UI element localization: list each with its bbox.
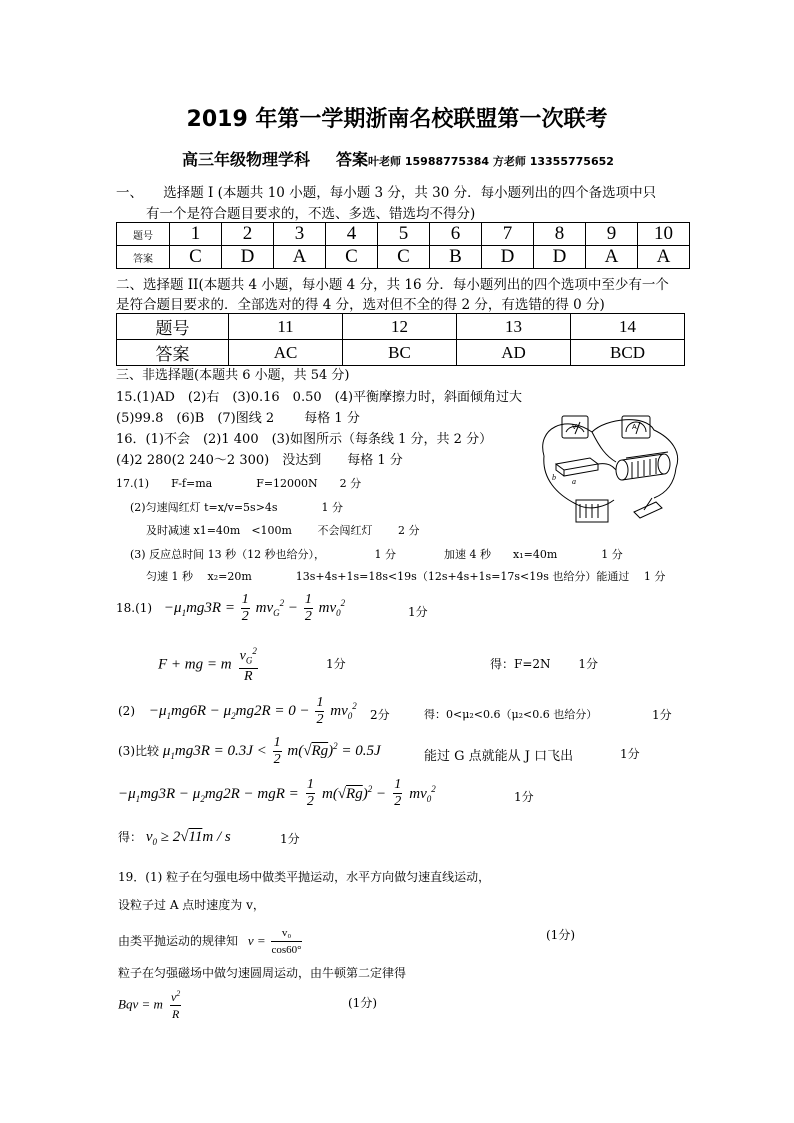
q17-line-4a: (3) 反应总时间 13 秒（12 秒也给分）， 1 分 bbox=[130, 548, 397, 561]
q17-line-2: (2)匀速闯红灯 t=x/v=5s>4s 1 分 bbox=[130, 501, 344, 514]
question-number: 11 bbox=[229, 314, 343, 340]
q18-score-2: 1分 bbox=[326, 657, 346, 671]
row-label-answer: 答案 bbox=[117, 340, 229, 366]
teacher-contacts: 叶老师 15988775384 方老师 13355775652 bbox=[368, 155, 614, 168]
q19-score-1: (1分) bbox=[546, 928, 575, 942]
q15-line-2: (5)99.8 (6)B (7)图线 2 每格 1 分 bbox=[116, 411, 360, 426]
q18-2-label: (2) bbox=[118, 704, 135, 718]
question-number: 1 bbox=[170, 223, 222, 246]
q17-line-1: 17.(1) F-f=ma F=12000N 2 分 bbox=[116, 477, 362, 490]
q19-line-3: 由类平抛运动的规律知 v = $\frac{\text{v₀}}{\cos 60^\circ}$ bbox=[118, 927, 302, 956]
section3-intro: 三、非选择题(本题共 6 小题，共 54 分) bbox=[116, 368, 350, 383]
q19-formula: Bqv = m $\frac{v^2}{R}$ bbox=[118, 986, 183, 1022]
q17-line-4b: 加速 4 秒 x₁=40m 1 分 bbox=[444, 548, 623, 561]
ammeter-label: A bbox=[632, 424, 637, 431]
q19-line-3-text: 由类平抛运动的规律知 bbox=[118, 934, 239, 948]
answer-cell: D bbox=[534, 246, 586, 269]
page-title: 2019 年第一学期浙南名校联盟第一次联考 bbox=[186, 107, 608, 132]
question-number: 4 bbox=[326, 223, 378, 246]
q16-line-2: (4)2 280(2 240～2 300) 没达到 每格 1 分 bbox=[116, 453, 403, 468]
subtitle bbox=[182, 147, 614, 170]
question-number: 14 bbox=[571, 314, 685, 340]
question-number: 13 bbox=[457, 314, 571, 340]
answer-cell: A bbox=[586, 246, 638, 269]
q15-line-1: 15.(1)AD (2)右 (3)0.16 0.50 (4)平衡摩擦力时，斜面倾角过大 bbox=[116, 390, 523, 405]
answer-cell: A bbox=[274, 246, 326, 269]
q18-part1: $18.(1) -\mu_1mg3R$ = $\frac{1}{2}$ $mv_G^2$ − $\frac{1}{2}$ $mv_0^2$ bbox=[116, 592, 346, 624]
answer-label: 答案 bbox=[336, 150, 369, 169]
section2-intro-2: 是符合题目要求的．全部选对的得 4 分，选对但不全的得 2 分，有选错的得 0 分) bbox=[116, 297, 605, 313]
q18-part3-result: 得： $v_0 \ge 2√11m / s$ bbox=[118, 829, 231, 847]
answer-cell: C bbox=[378, 246, 430, 269]
answer-cell: B bbox=[430, 246, 482, 269]
question-number: 12 bbox=[343, 314, 457, 340]
q17-line-5: 匀速 1 秒 x₂=20m 13s+4s+1s=18s<19s（12s+4s+1s=17s<19s 也给分）能通过 1 分 bbox=[146, 570, 666, 583]
section1-intro-2: 有一个是符合题目要求的，不选、多选、错选均不得分) bbox=[146, 206, 476, 222]
q18-3-text: 能过 G 点就能从 J 口飞出 bbox=[424, 749, 574, 764]
section2-answer-table bbox=[116, 313, 685, 366]
table-row bbox=[117, 340, 685, 366]
answer-cell: D bbox=[482, 246, 534, 269]
section2-intro-1: 二、选择题 II(本题共 4 小题，每小题 4 分，共 16 分．每小题列出的四个选项中至少有一个 bbox=[116, 277, 669, 293]
row-label-question: 题号 bbox=[117, 223, 170, 246]
answer-cell: C bbox=[170, 246, 222, 269]
q17-line-3: 及时减速 x1=40m <100m 不会闯红灯 2 分 bbox=[146, 524, 420, 537]
question-number: 6 bbox=[430, 223, 482, 246]
q18-4-score: 1分 bbox=[514, 790, 534, 804]
section1-answer-table bbox=[116, 222, 690, 269]
point-b-label: b bbox=[552, 473, 556, 482]
section1-intro-1: 一、 选择题 I (本题共 10 小题，每小题 3 分，共 30 分．每小题列出的四个备选项中只 bbox=[116, 185, 657, 201]
q18-result-2: 得：F=2N 1分 bbox=[490, 657, 598, 671]
q18-2-result: 得：0<μ₂<0.6（μ₂<0.6 也给分） bbox=[424, 708, 598, 721]
q19-line-2: 设粒子过 A 点时速度为 v， bbox=[118, 898, 265, 912]
answer-cell: BCD bbox=[571, 340, 685, 366]
q18-5-label: 得： bbox=[118, 830, 143, 844]
q18-3-score: 1分 bbox=[620, 747, 640, 761]
voltmeter-label: V bbox=[572, 424, 577, 431]
question-number: 5 bbox=[378, 223, 430, 246]
q18-5-score: 1分 bbox=[280, 832, 300, 846]
question-number: 2 bbox=[222, 223, 274, 246]
table-row bbox=[117, 246, 690, 269]
q18-part3-energy: $-\mu_1mg3R - \mu_2mg2R$ − mgR = $\frac{1}{2}$ $m(√Rg)^2$ − $\frac{1}{2}$ $mv_0^2$ bbox=[118, 777, 436, 809]
q18-label: 18.(1) bbox=[116, 601, 153, 615]
answer-cell: C bbox=[326, 246, 378, 269]
question-number: 10 bbox=[638, 223, 690, 246]
question-number: 7 bbox=[482, 223, 534, 246]
q18-2-score-2: 1分 bbox=[652, 708, 672, 722]
answer-cell: AC bbox=[229, 340, 343, 366]
circuit-diagram bbox=[536, 408, 684, 530]
answer-cell: D bbox=[222, 246, 274, 269]
table-row bbox=[117, 314, 685, 340]
answer-cell: A bbox=[638, 246, 690, 269]
q18-score-1: 1分 bbox=[408, 605, 428, 619]
row-label-question: 题号 bbox=[117, 314, 229, 340]
question-number: 3 bbox=[274, 223, 326, 246]
q18-2-score: 2分 bbox=[370, 708, 390, 722]
q18-part3: (3)比较 $\mu_1mg3R = 0.3J$ < $\frac{1}{2}$ $m(√Rg)^2 = 0.5J$ bbox=[118, 735, 381, 767]
q16-line-1: 16．(1)不会 (2)1 400 (3)如图所示（每条线 1 分，共 2 分） bbox=[116, 432, 493, 447]
answer-cell: BC bbox=[343, 340, 457, 366]
question-number: 8 bbox=[534, 223, 586, 246]
row-label-answer: 答案 bbox=[117, 246, 170, 269]
table-row bbox=[117, 223, 690, 246]
q19-line-4: 粒子在匀强磁场中做匀速圆周运动，由牛顿第二定律得 bbox=[118, 966, 407, 980]
q18-part1-force: F + mg = m $\frac{v_G^2}{R}$ bbox=[158, 643, 260, 685]
q18-part2: $(2) -\mu_1mg6R - \mu_2mg2R = 0$ − $\frac{1}{2}$ $mv_0^2$ bbox=[118, 695, 357, 727]
subject-label: 高三年级物理学科 bbox=[182, 150, 311, 169]
answer-cell: AD bbox=[457, 340, 571, 366]
q19-score-2: (1分) bbox=[348, 996, 377, 1010]
q19-line-1: 19．(1) 粒子在匀强电场中做类平抛运动，水平方向做匀速直线运动， bbox=[118, 870, 491, 884]
point-a-label: a bbox=[572, 477, 576, 486]
question-number: 9 bbox=[586, 223, 638, 246]
q18-3-label: (3)比较 bbox=[118, 744, 159, 758]
